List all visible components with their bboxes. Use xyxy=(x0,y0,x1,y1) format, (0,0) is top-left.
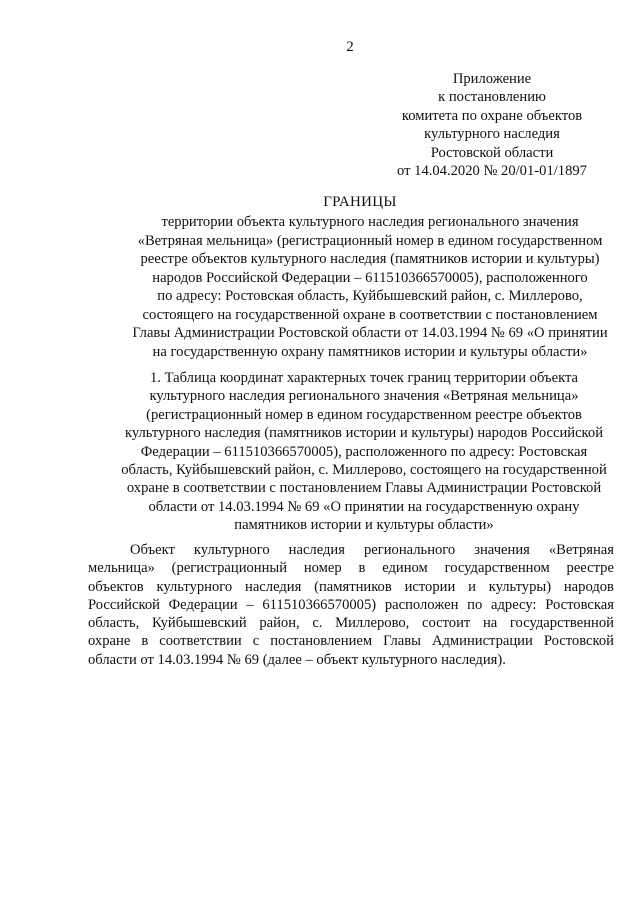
paragraph-word: область, xyxy=(88,615,140,632)
paragraph-word: номер xyxy=(303,560,342,577)
table-title-line: Федерации – 611510366570005), расположенного по адресу: Ростовская xyxy=(140,443,588,460)
appendix-line: от 14.04.2020 № 20/01-01/1897 xyxy=(397,163,587,180)
paragraph-word: Миллерово, xyxy=(335,615,410,632)
paragraph-word: и xyxy=(468,578,476,595)
paragraph-line: области от 14.03.1994 № 69 (далее – объект культурного наследия). xyxy=(88,651,506,668)
paragraph-word: объектов xyxy=(88,578,144,595)
paragraph-word: Объект xyxy=(130,542,175,558)
appendix-line: Ростовской области xyxy=(430,144,554,161)
paragraph-word: в xyxy=(141,633,149,650)
paragraph-word: (памятников xyxy=(314,578,392,595)
paragraph-word: Главы xyxy=(383,633,421,650)
paragraph-line xyxy=(88,578,614,596)
paragraph-word: 611510366570005) xyxy=(262,596,377,613)
paragraph-word: регионального xyxy=(363,542,456,558)
paragraph-word: реестре xyxy=(566,560,614,577)
paragraph-word: Администрации xyxy=(431,633,533,650)
subtitle-line: территории объекта культурного наследия регионального значения xyxy=(161,214,579,230)
appendix-line: комитета по охране объектов xyxy=(401,107,583,124)
paragraph-word: в xyxy=(358,560,366,577)
table-title-line: культурного наследия регионального значения «Ветряная мельница» xyxy=(149,388,579,405)
subtitle-line: Главы Администрации Ростовской области от 14.03.1994 № 69 «О принятии xyxy=(132,325,608,341)
table-title-line: охране в соответствии с постановлением Главы Администрации Ростовской xyxy=(126,480,602,497)
paragraph-word: (регистрационный xyxy=(171,560,288,577)
paragraph-line xyxy=(88,614,614,632)
subtitle-line: на государственную охрану памятников истории и культуры области» xyxy=(152,343,588,360)
paragraph-line xyxy=(88,632,614,650)
paragraph-word: на xyxy=(482,615,498,632)
page-number: 2 xyxy=(346,39,354,55)
body-paragraph xyxy=(88,541,614,669)
table-title-line: 1. Таблица координат характерных точек границ территории объекта xyxy=(149,370,578,386)
appendix-line: культурного наследия xyxy=(424,126,560,143)
paragraph-word: истории xyxy=(404,578,456,595)
paragraph-word: значения xyxy=(474,542,530,558)
paragraph-word: с. xyxy=(312,615,323,632)
paragraph-word: «Ветряная xyxy=(548,542,614,558)
document-subtitle xyxy=(60,213,640,361)
paragraph-line xyxy=(88,541,614,559)
paragraph-word: народов xyxy=(563,578,614,595)
table-title xyxy=(58,369,640,535)
paragraph-word: адресу: xyxy=(491,596,537,613)
subtitle-line: состоящего на государственной охране в соответствии с постановлением xyxy=(142,306,598,323)
paragraph-word: государственной xyxy=(509,615,614,632)
paragraph-word: Куйбышевский xyxy=(151,615,247,632)
paragraph-word: культурного xyxy=(156,578,233,595)
paragraph-word: Российской xyxy=(88,596,160,613)
paragraph-word: постановлением xyxy=(270,633,373,650)
paragraph-word: Ростовская xyxy=(545,596,614,613)
paragraph-line xyxy=(88,559,614,577)
paragraph-word: наследия xyxy=(288,542,345,558)
paragraph-word: по xyxy=(467,596,483,613)
paragraph-word: культуры) xyxy=(488,578,552,595)
appendix-block xyxy=(368,70,616,180)
paragraph-line xyxy=(88,596,614,614)
appendix-line: к постановлению xyxy=(438,89,546,106)
paragraph-word: едином xyxy=(382,560,428,577)
table-title-line: области от 14.03.1994 № 69 «О принятии на государственную охрану xyxy=(148,498,580,515)
paragraph-word: с xyxy=(252,633,260,650)
paragraph-word: – xyxy=(246,596,254,613)
paragraph-word: соответствии xyxy=(159,633,242,650)
paragraph-word: культурного xyxy=(193,542,270,558)
table-title-line: область, Куйбышевский район, с. Миллерово, состоящего на государственной xyxy=(121,462,607,479)
paragraph-word: состоит xyxy=(421,615,471,632)
table-title-line: (регистрационный номер в едином государственном реестре объектов xyxy=(146,406,582,423)
paragraph-word: Федерации xyxy=(168,596,238,613)
table-title-line: памятников истории и культуры области» xyxy=(234,517,494,534)
paragraph-word: район, xyxy=(259,615,300,632)
subtitle-line: по адресу: Ростовская область, Куйбышевский район, с. Миллерово, xyxy=(157,288,583,304)
table-title-line: культурного наследия (памятников истории и культуры) народов Российской xyxy=(124,425,604,442)
paragraph-word: расположен xyxy=(384,596,459,613)
paragraph-word: охране xyxy=(88,633,131,650)
paragraph-word: наследия xyxy=(245,578,302,595)
paragraph-word: государственном xyxy=(444,560,550,577)
subtitle-line: реестре объектов культурного наследия (памятников истории и культуры) xyxy=(140,251,600,267)
document-heading: ГРАНИЦЫ xyxy=(323,194,397,210)
paragraph-word: мельница» xyxy=(88,560,155,577)
appendix-line: Приложение xyxy=(452,71,532,87)
subtitle-line: народов Российской Федерации – 611510366570005), расположенного xyxy=(152,269,588,286)
paragraph-word: Ростовской xyxy=(543,633,614,650)
subtitle-line: «Ветряная мельница» (регистрационный номер в едином государственном xyxy=(137,232,603,249)
